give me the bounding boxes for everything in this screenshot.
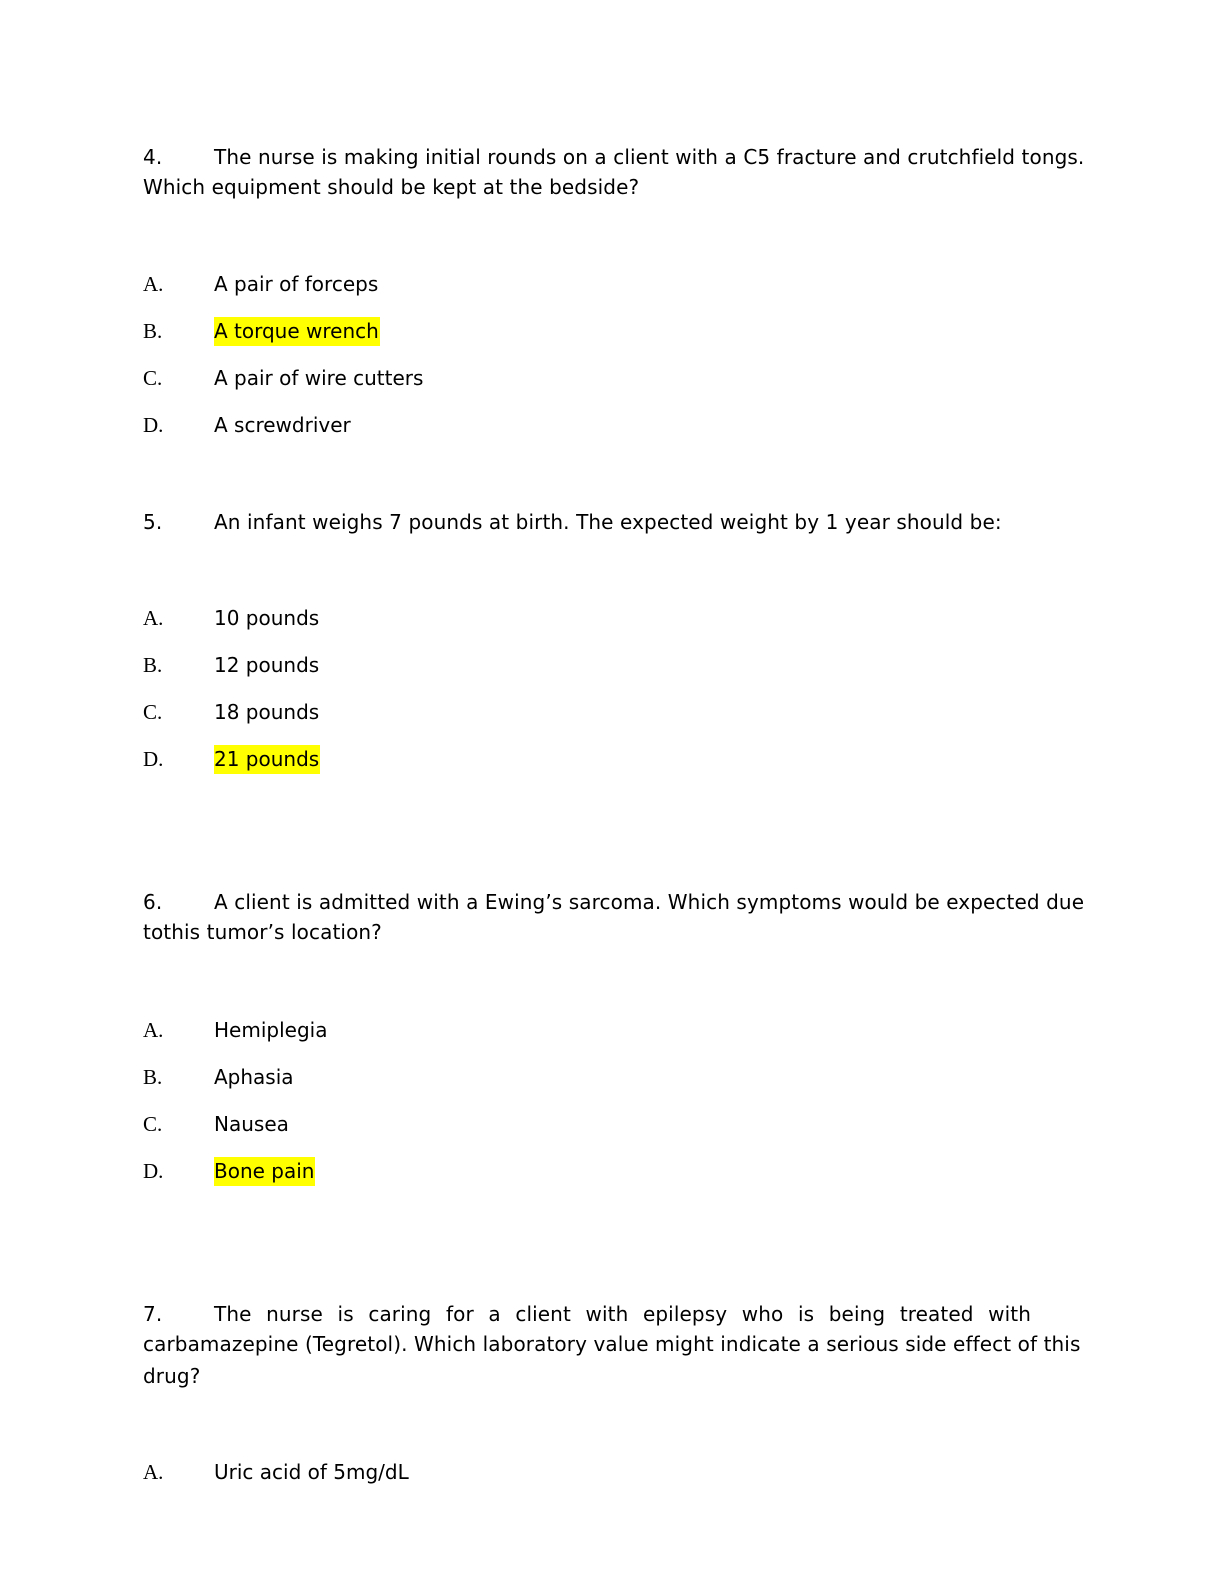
highlighted-answer: A torque wrench (214, 317, 380, 346)
option-letter: A. (143, 1018, 164, 1042)
question-text-line-2: tothis tumor’s location? (143, 920, 382, 944)
option-letter: D. (143, 1159, 164, 1183)
option-text: Hemiplegia (214, 1018, 328, 1042)
question-text-line-1: A client is admitted with a Ewing’s sarcoma. Which symptoms would be expected due (214, 890, 1085, 914)
option-letter: A. (143, 272, 164, 296)
highlighted-answer: 21 pounds (214, 745, 320, 774)
option-letter: A. (143, 606, 164, 630)
option-text: Uric acid of 5mg/dL (214, 1460, 409, 1484)
highlighted-answer: Bone pain (214, 1157, 315, 1186)
question-text-line-1-wrap (214, 1302, 1031, 1326)
option-text: A pair of wire cutters (214, 366, 424, 390)
option-text: 18 pounds (214, 700, 320, 724)
question-text-line-2: carbamazepine (Tegretol). Which laboratory value might indicate a serious side effect of this (143, 1332, 1081, 1356)
option-text: Nausea (214, 1112, 289, 1136)
question-number: 6. (143, 890, 163, 914)
question-text-line-1: The nurse is caring for a client with epilepsy who is being treated with (214, 1302, 1031, 1326)
option-letter: C. (143, 366, 163, 390)
question-number: 5. (143, 510, 163, 534)
option-letter: B. (143, 653, 163, 677)
question-text-line-1: An infant weighs 7 pounds at birth. The expected weight by 1 year should be: (214, 510, 1002, 534)
option-text: Aphasia (214, 1065, 294, 1089)
option-letter: B. (143, 319, 163, 343)
question-text-line-1-wrap (214, 890, 1085, 914)
question-number: 7. (143, 1302, 163, 1326)
option-text: 12 pounds (214, 653, 320, 677)
question-number: 4. (143, 145, 163, 169)
question-text-line-1: The nurse is making initial rounds on a client with a C5 fracture and crutchfield tongs. (214, 145, 1085, 169)
question-text-line-3: drug? (143, 1364, 201, 1388)
option-text: 10 pounds (214, 606, 320, 630)
question-text-line-2: Which equipment should be kept at the bedside? (143, 175, 640, 199)
option-letter: C. (143, 700, 163, 724)
option-letter: D. (143, 413, 164, 437)
option-letter: D. (143, 747, 164, 771)
option-text: A pair of forceps (214, 272, 379, 296)
option-letter: A. (143, 1460, 164, 1484)
option-letter: C. (143, 1112, 163, 1136)
option-letter: B. (143, 1065, 163, 1089)
option-text: A screwdriver (214, 413, 351, 437)
